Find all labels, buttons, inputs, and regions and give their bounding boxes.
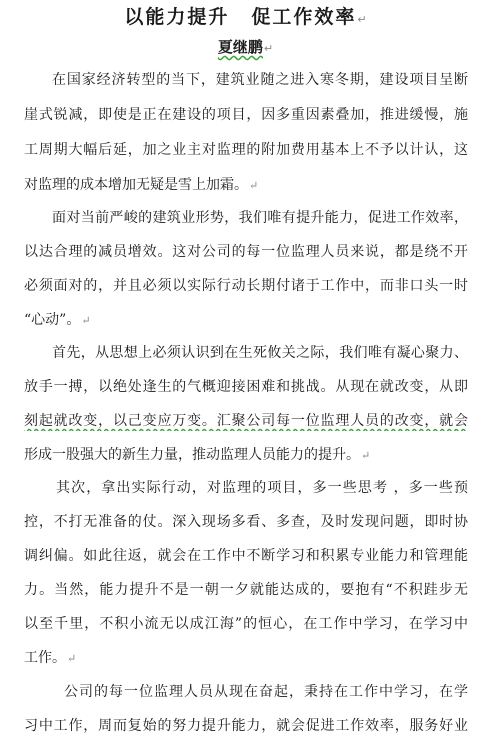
text-line: 调纠偏。如此往返，就会在工作中不断学习和积累专业能力和管理能 (24, 548, 468, 564)
paragraph-mark-icon: ↵ (361, 449, 371, 462)
text-line: 面对当前严峻的建筑业形势，我们唯有提升能力，促进工作效率， (52, 210, 468, 226)
paragraph-mark-icon: ↵ (81, 314, 91, 327)
text-line: 对监理的成本增加无疑是雪上加霜。↵ (24, 177, 259, 193)
document-author (0, 36, 491, 60)
paragraph-mark-icon: ↵ (263, 42, 274, 55)
text-line: 必须面对的，并且必须以实际行动长期付诸于工作中，而非口头一时 (24, 278, 468, 294)
text-line: 公司的每一位监理人员从现在奋起，秉持在工作中学习，在学 (64, 684, 468, 700)
text-line: 崖式锐减，即使是正在建设的项目，因多重因素叠加，推进缓慢，施 (24, 107, 468, 123)
text-line: 工周期大幅后延，加之业主对监理的附加费用基本上不予以计认，这 (24, 142, 468, 158)
paragraph-mark-icon: ↵ (357, 13, 367, 26)
title-part-1: 以能力提升 (124, 6, 230, 28)
author-name: 夏继鹏 (217, 38, 263, 56)
paragraph-mark-icon: ↵ (67, 652, 77, 665)
text-line: 以至千里，不积小流无以成江海”的恒心，在工作中学习，在学习中 (24, 616, 468, 632)
text-line: 在国家经济转型的当下，建筑业随之进入寒冬期，建设项目呈断 (52, 72, 468, 88)
text-line: 放手一搏，以绝处逢生的气概迎接困难和挑战。从现在就改变，从即 (24, 379, 468, 395)
text-line: 控，不打无准备的仗。深入现场多看、多查，及时发现问题，即时协 (24, 514, 468, 530)
text-line: 其次，拿出实际行动，对监理的项目，多一些思考 ，多一些预 (56, 480, 468, 496)
text-line: 以达合理的减员增效。这对公司的每一位监理人员来说，都是绕不开 (24, 244, 468, 260)
title-part-2: 促工作效率 (251, 6, 357, 28)
text-line: “心动”。↵ (24, 312, 91, 328)
text-line: 形成一股强大的新生力量，推动监理人员能力的提升。↵ (24, 447, 371, 463)
text-line: 刻起就改变，以己变应万变。汇聚公司每一位监理人员的改变，就会 (24, 413, 468, 429)
paragraph-mark-icon: ↵ (249, 179, 259, 192)
text-line: 工作。↵ (24, 650, 77, 666)
text-line: 首先，从思想上必须认识到在生死攸关之际，我们唯有凝心聚力、 (52, 345, 468, 361)
document-title (0, 4, 491, 33)
text-line: 习中工作，周而复始的努力提升能力，就会促进工作效率，服务好业 (24, 718, 468, 734)
text-line: 力。当然，能力提升不是一朝一夕就能达成的，要抱有“不积跬步无 (24, 582, 468, 598)
